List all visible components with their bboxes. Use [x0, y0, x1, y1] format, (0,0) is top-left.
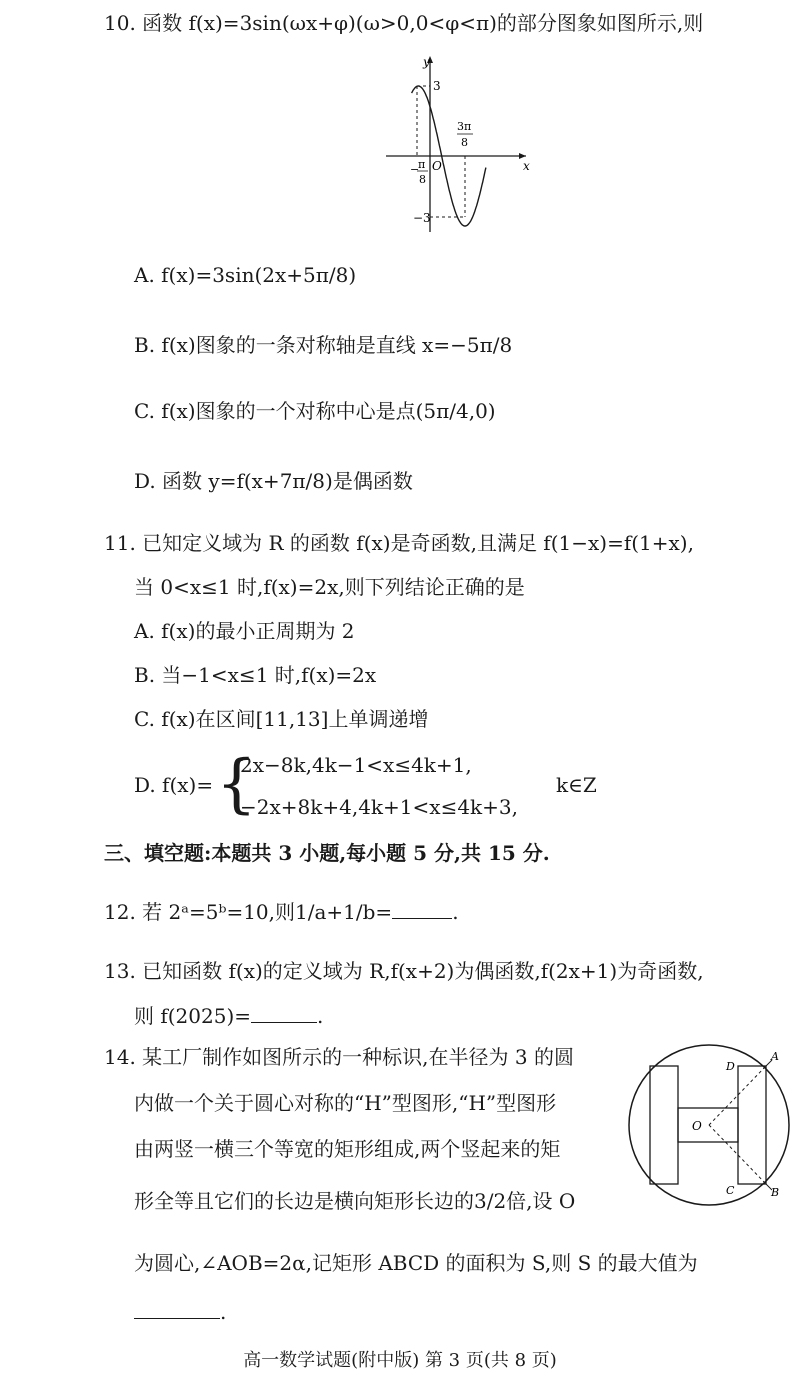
min-label: −3: [413, 211, 431, 225]
left-mark-den: 8: [419, 173, 426, 186]
piecewise-brace: {: [216, 747, 257, 821]
q13-answer-blank: [251, 1002, 317, 1023]
q12-answer-blank: [392, 898, 452, 919]
q13-line-2: 则 f(2025)=: [134, 1004, 252, 1028]
q14-h-figure: [626, 1042, 792, 1208]
label-b: B: [771, 1186, 780, 1199]
q12-text: 12. 若 2ᵃ=5ᵇ=10,则1/a+1/b= .: [104, 900, 459, 924]
q14-line-2: 内做一个关于圆心对称的“H”型图形,“H”型图形: [134, 1091, 557, 1115]
q14-blank-line: .: [134, 1298, 226, 1325]
origin-label: O: [432, 159, 442, 173]
q14-answer-blank: [134, 1298, 220, 1319]
x-axis-label: x: [523, 159, 530, 173]
y-axis-label: y: [423, 55, 430, 69]
label-c: C: [726, 1184, 735, 1197]
q14-line-5: 为圆心,∠AOB=2α,记矩形 ABCD 的面积为 S,则 S 的最大值为: [134, 1251, 698, 1275]
section-heading: 三、填空题:本题共 3 小题,每小题 5 分,共 15 分.: [104, 841, 550, 865]
q14-line-3: 由两竖一横三个等宽的矩形组成,两个竖起来的矩: [134, 1137, 561, 1161]
left-mark-sign: −: [410, 163, 420, 176]
q10-stem: 10. 函数 f(x)=3sin(ωx+φ)(ω>0,0<φ<π)的部分图象如图所示,则: [104, 11, 704, 35]
q11-stem-1: 11. 已知定义域为 R 的函数 f(x)是奇函数,且满足 f(1−x)=f(1+x),: [104, 531, 694, 555]
q10-option-b: B. f(x)图象的一条对称轴是直线 x=−5π/8: [134, 333, 513, 357]
q11-option-d-label: D. f(x)=: [134, 773, 214, 797]
max-label: 3: [433, 79, 441, 93]
q10-sine-graph: [380, 52, 540, 234]
q11-option-d-tail: k∈Z: [556, 773, 597, 797]
q10-option-a: A. f(x)=3sin(2x+5π/8): [134, 263, 357, 287]
q11-option-d-case-1: 2x−8k,4k−1<x≤4k+1,: [240, 753, 472, 777]
label-o: O: [692, 1119, 702, 1133]
right-mark-den: 8: [461, 136, 468, 149]
q10-option-d: D. 函数 y=f(x+7π/8)是偶函数: [134, 469, 413, 493]
label-a: A: [771, 1050, 779, 1063]
q13-line-2-wrap: 则 f(2025)= .: [134, 1004, 324, 1028]
q10-option-c: C. f(x)图象的一个对称中心是点(5π/4,0): [134, 399, 496, 423]
q11-option-d-case-2: −2x+8k+4,4k+1<x≤4k+3,: [240, 795, 519, 819]
q11-stem-2: 当 0<x≤1 时,f(x)=2x,则下列结论正确的是: [134, 575, 525, 599]
q14-line-4: 形全等且它们的长边是横向矩形长边的3/2倍,设 O: [134, 1189, 576, 1213]
q14-line-1: 14. 某工厂制作如图所示的一种标识,在半径为 3 的圆: [104, 1045, 574, 1069]
left-mark-num: π: [418, 158, 426, 171]
q13-line-1: 13. 已知函数 f(x)的定义域为 R,f(x+2)为偶函数,f(2x+1)为奇函数,: [104, 959, 704, 983]
q11-option-a: A. f(x)的最小正周期为 2: [134, 619, 355, 643]
q11-option-b: B. 当−1<x≤1 时,f(x)=2x: [134, 663, 377, 687]
right-mark-num: 3π: [457, 120, 472, 133]
page-footer: 高一数学试题(附中版) 第 3 页(共 8 页): [243, 1350, 557, 1371]
q11-option-c: C. f(x)在区间[11,13]上单调递增: [134, 707, 429, 731]
q12-stem: 12. 若 2ᵃ=5ᵇ=10,则1/a+1/b=: [104, 900, 393, 924]
label-d: D: [726, 1060, 735, 1073]
